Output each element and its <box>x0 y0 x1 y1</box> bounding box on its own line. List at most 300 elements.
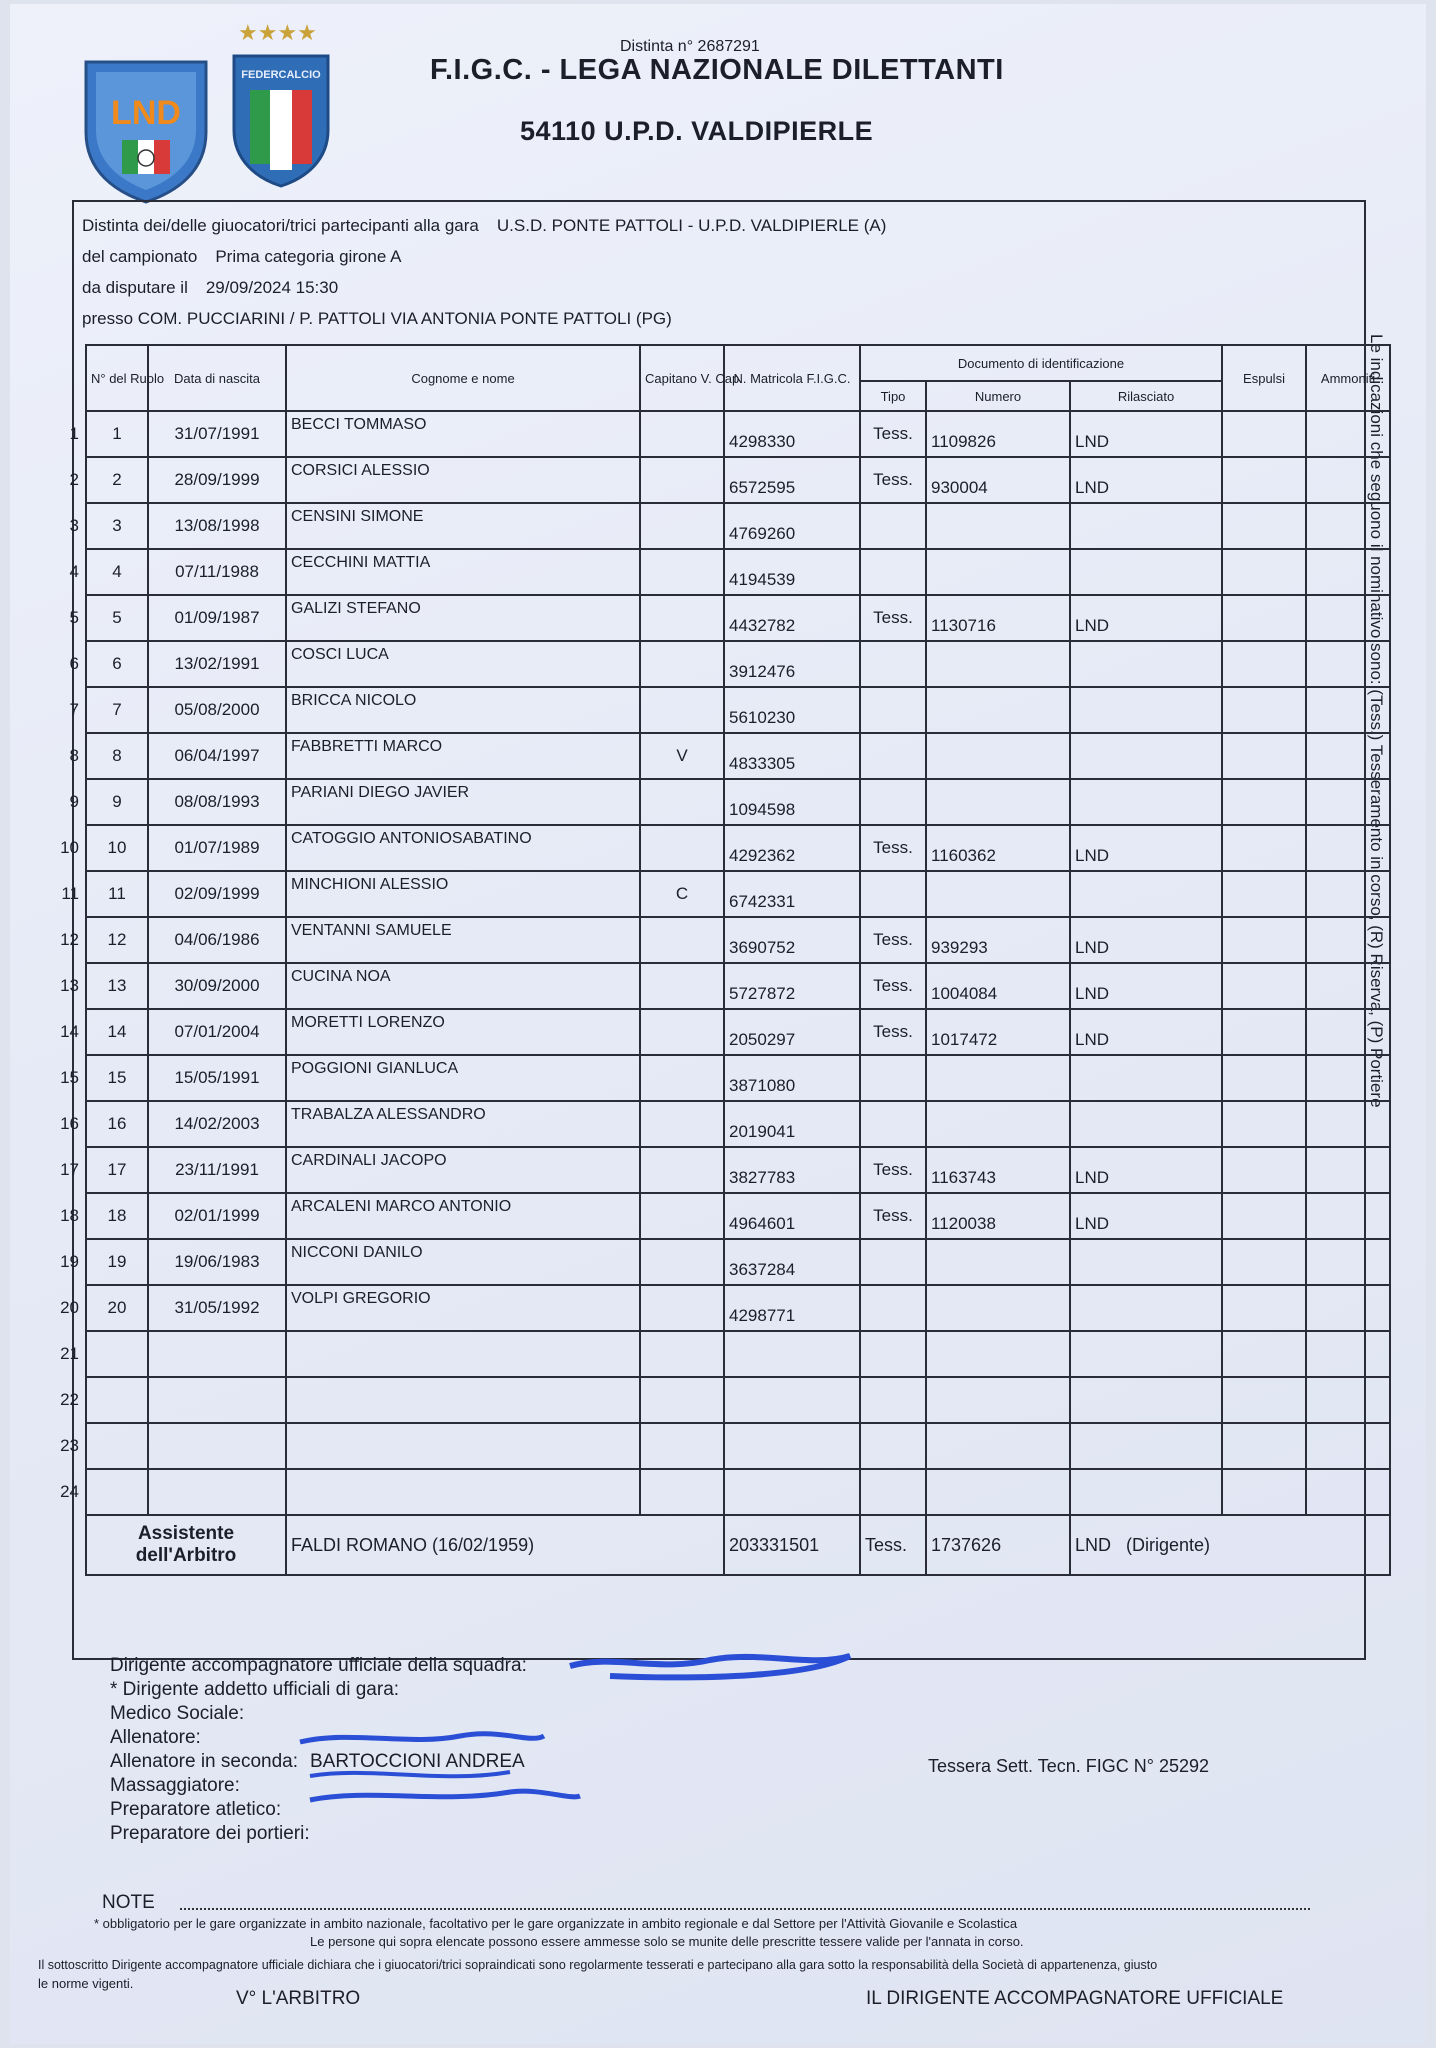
table-row <box>52 733 1390 779</box>
row-line-number: 2 <box>69 470 79 489</box>
expelled-cell <box>1222 595 1306 641</box>
expelled-cell <box>1222 1331 1306 1377</box>
doc-issuer-cell: LND <box>1070 595 1222 641</box>
ruolo-cell <box>86 1469 148 1515</box>
doc-issuer-cell <box>1070 1469 1222 1515</box>
table-row <box>52 825 1390 871</box>
doc-number-cell <box>926 1239 1070 1285</box>
col-documento: Documento di identificazione <box>860 345 1222 381</box>
row-line-number: 5 <box>69 608 79 627</box>
player-name-cell: CATOGGIO ANTONIOSABATINO <box>286 825 640 871</box>
captain-cell <box>640 687 724 733</box>
doc-number-cell <box>926 503 1070 549</box>
birthdate-cell: 28/09/1999 <box>148 457 286 503</box>
birthdate-cell: 30/09/2000 <box>148 963 286 1009</box>
matricola-cell <box>724 1469 860 1515</box>
ruolo-cell: 18 <box>86 1193 148 1239</box>
ruolo-cell: 10 <box>86 825 148 871</box>
captain-cell <box>640 917 724 963</box>
doc-number-cell <box>926 641 1070 687</box>
row-line-number: 21 <box>60 1344 79 1363</box>
row-line-number: 22 <box>60 1390 79 1409</box>
table-row <box>52 1239 1390 1285</box>
doc-issuer-cell <box>1070 779 1222 825</box>
birthdate-cell: 01/07/1989 <box>148 825 286 871</box>
assistant-numero: 1737626 <box>926 1515 1070 1575</box>
matricola-cell: 3690752 <box>724 917 860 963</box>
doc-issuer-cell <box>1070 641 1222 687</box>
table-row <box>52 1423 1390 1469</box>
player-name-cell <box>286 1469 640 1515</box>
row-line-number: 16 <box>60 1114 79 1133</box>
doc-number-cell <box>926 1423 1070 1469</box>
row-line-number: 19 <box>60 1252 79 1271</box>
matricola-cell: 3912476 <box>724 641 860 687</box>
row-line-number: 12 <box>60 930 79 949</box>
championship-label: del campionato <box>82 247 198 266</box>
fine-print-2: Le persone qui sopra elencate possono essere ammesse solo se munite delle prescritte tessere valide per l'annata in corso. <box>310 1934 1024 1949</box>
figc-logo <box>228 18 334 188</box>
ruolo-cell: 20 <box>86 1285 148 1331</box>
referee-signature-label: V° L'ARBITRO <box>236 1988 361 2009</box>
doc-type-cell <box>860 641 926 687</box>
official-preparatore-portieri: Preparatore dei portieri: <box>110 1823 310 1844</box>
player-name-cell: VOLPI GREGORIO <box>286 1285 640 1331</box>
birthdate-cell <box>148 1331 286 1377</box>
booked-cell <box>1306 871 1390 917</box>
expelled-cell <box>1222 1423 1306 1469</box>
captain-cell <box>640 1055 724 1101</box>
booked-cell <box>1306 1423 1390 1469</box>
ruolo-cell: 14 <box>86 1009 148 1055</box>
doc-number-cell <box>926 1377 1070 1423</box>
matricola-cell: 6572595 <box>724 457 860 503</box>
doc-type-cell <box>860 1377 926 1423</box>
captain-cell <box>640 595 724 641</box>
doc-number-cell <box>926 779 1070 825</box>
official-preparatore-atletico: Preparatore atletico: <box>110 1799 282 1820</box>
fine-print-3: Il sottoscritto Dirigente accompagnatore ufficiale dichiara che i giuocatori/trici sopraindicati sono regolarmente tesserati e partecipano alla gara sotto la responsabilità della Società di appartenenza, giusto <box>38 1958 1158 1972</box>
booked-cell <box>1306 549 1390 595</box>
assistant-name: FALDI ROMANO (16/02/1959) <box>286 1515 724 1575</box>
booked-cell <box>1306 411 1390 457</box>
birthdate-cell: 31/07/1991 <box>148 411 286 457</box>
expelled-cell <box>1222 1193 1306 1239</box>
table-row <box>52 917 1390 963</box>
row-line-number: 6 <box>69 654 79 673</box>
matricola-cell: 4298771 <box>724 1285 860 1331</box>
doc-type-cell <box>860 1423 926 1469</box>
ruolo-cell: 9 <box>86 779 148 825</box>
captain-cell <box>640 1469 724 1515</box>
ruolo-cell: 1 <box>86 411 148 457</box>
doc-issuer-cell <box>1070 733 1222 779</box>
matricola-cell: 4964601 <box>724 1193 860 1239</box>
date-label: da disputare il <box>82 278 188 297</box>
doc-number-cell: 1017472 <box>926 1009 1070 1055</box>
doc-issuer-cell: LND <box>1070 1147 1222 1193</box>
captain-cell: C <box>640 871 724 917</box>
booked-cell <box>1306 1331 1390 1377</box>
doc-issuer-cell: LND <box>1070 411 1222 457</box>
ruolo-cell: 3 <box>86 503 148 549</box>
expelled-cell <box>1222 411 1306 457</box>
expelled-cell <box>1222 1377 1306 1423</box>
ruolo-cell: 6 <box>86 641 148 687</box>
player-name-cell: CECCHINI MATTIA <box>286 549 640 595</box>
row-line-number: 4 <box>69 562 79 581</box>
expelled-cell <box>1222 687 1306 733</box>
booked-cell <box>1306 1285 1390 1331</box>
ruolo-cell <box>86 1423 148 1469</box>
assistant-label: Assistente dell'Arbitro <box>86 1515 286 1575</box>
row-line-number: 23 <box>60 1436 79 1455</box>
official-dirigente-addetto: * Dirigente addetto ufficiali di gara: <box>110 1679 400 1700</box>
expelled-cell <box>1222 549 1306 595</box>
official-allenatore-seconda: Allenatore in seconda: BARTOCCIONI ANDREA <box>110 1751 525 1772</box>
col-espulsi: Espulsi <box>1222 345 1306 411</box>
captain-cell <box>640 1377 724 1423</box>
player-name-cell: NICCONI DANILO <box>286 1239 640 1285</box>
ruolo-cell: 16 <box>86 1101 148 1147</box>
doc-type-cell: Tess. <box>860 963 926 1009</box>
doc-number-cell <box>926 1101 1070 1147</box>
matricola-cell: 3871080 <box>724 1055 860 1101</box>
doc-issuer-cell: LND <box>1070 917 1222 963</box>
doc-number-cell: 930004 <box>926 457 1070 503</box>
captain-cell <box>640 503 724 549</box>
col-tipo: Tipo <box>860 381 926 411</box>
booked-cell <box>1306 687 1390 733</box>
col-matricola: N. Matricola F.I.G.C. <box>724 345 860 411</box>
doc-type-cell: Tess. <box>860 825 926 871</box>
expelled-cell <box>1222 1147 1306 1193</box>
ruolo-cell: 5 <box>86 595 148 641</box>
birthdate-cell <box>148 1469 286 1515</box>
expelled-cell <box>1222 1009 1306 1055</box>
officials-block <box>110 1654 527 1846</box>
assistant-matricola: 203331501 <box>724 1515 860 1575</box>
expelled-cell <box>1222 1055 1306 1101</box>
ruolo-cell: 17 <box>86 1147 148 1193</box>
table-row <box>52 1055 1390 1101</box>
ruolo-cell: 7 <box>86 687 148 733</box>
doc-type-cell <box>860 871 926 917</box>
matricola-cell: 3827783 <box>724 1147 860 1193</box>
doc-issuer-cell <box>1070 1239 1222 1285</box>
match-info <box>82 210 886 334</box>
row-line-number: 24 <box>60 1482 79 1501</box>
booked-cell <box>1306 457 1390 503</box>
table-row <box>52 503 1390 549</box>
player-name-cell: CUCINA NOA <box>286 963 640 1009</box>
team-title: 54110 U.P.D. VALDIPIERLE <box>520 116 874 146</box>
doc-type-cell <box>860 1239 926 1285</box>
table-row <box>52 1147 1390 1193</box>
doc-type-cell <box>860 1101 926 1147</box>
table-row <box>52 1469 1390 1515</box>
col-nome: Cognome e nome <box>286 345 640 411</box>
booked-cell <box>1306 917 1390 963</box>
player-name-cell: BECCI TOMMASO <box>286 411 640 457</box>
match-teams: U.S.D. PONTE PATTOLI - U.P.D. VALDIPIERLE (A) <box>496 216 887 235</box>
doc-type-cell: Tess. <box>860 1147 926 1193</box>
player-name-cell: PARIANI DIEGO JAVIER <box>286 779 640 825</box>
doc-number-cell: 1163743 <box>926 1147 1070 1193</box>
matricola-cell <box>724 1423 860 1469</box>
row-line-number: 1 <box>69 424 79 443</box>
official-allenatore: Allenatore: <box>110 1727 201 1748</box>
assistant-row <box>52 1515 1390 1575</box>
captain-cell <box>640 1239 724 1285</box>
birthdate-cell: 15/05/1991 <box>148 1055 286 1101</box>
row-line-number: 13 <box>60 976 79 995</box>
matricola-cell: 1094598 <box>724 779 860 825</box>
row-line-number: 18 <box>60 1206 79 1225</box>
match-label: Distinta dei/delle giuocatori/trici partecipanti alla gara <box>82 216 479 235</box>
matricola-cell: 5727872 <box>724 963 860 1009</box>
booked-cell <box>1306 825 1390 871</box>
captain-cell <box>640 825 724 871</box>
doc-issuer-cell: LND <box>1070 963 1222 1009</box>
captain-cell <box>640 1101 724 1147</box>
expelled-cell <box>1222 733 1306 779</box>
table-row <box>52 595 1390 641</box>
distinta-number: Distinta n° 2687291 <box>620 38 760 55</box>
ruolo-cell: 8 <box>86 733 148 779</box>
row-line-number: 3 <box>69 516 79 535</box>
doc-number-cell: 1109826 <box>926 411 1070 457</box>
doc-issuer-cell <box>1070 1331 1222 1377</box>
table-row <box>52 1377 1390 1423</box>
doc-issuer-cell <box>1070 549 1222 595</box>
row-line-number: 8 <box>69 746 79 765</box>
matricola-cell: 4833305 <box>724 733 860 779</box>
figc-logo-text: FEDERCALCIO <box>241 69 321 81</box>
doc-type-cell <box>860 687 926 733</box>
ruolo-cell: 2 <box>86 457 148 503</box>
table-row <box>52 1193 1390 1239</box>
captain-cell <box>640 641 724 687</box>
doc-number-cell: 1004084 <box>926 963 1070 1009</box>
doc-type-cell <box>860 549 926 595</box>
birthdate-cell <box>148 1423 286 1469</box>
expelled-cell <box>1222 779 1306 825</box>
booked-cell <box>1306 963 1390 1009</box>
svg-text:★★★★: ★★★★ <box>238 21 317 46</box>
birthdate-cell: 06/04/1997 <box>148 733 286 779</box>
doc-type-cell: Tess. <box>860 595 926 641</box>
birthdate-cell: 07/01/2004 <box>148 1009 286 1055</box>
official-massaggiatore: Massaggiatore: <box>110 1775 240 1796</box>
doc-number-cell <box>926 733 1070 779</box>
matricola-cell: 4769260 <box>724 503 860 549</box>
doc-type-cell: Tess. <box>860 917 926 963</box>
player-name-cell: COSCI LUCA <box>286 641 640 687</box>
doc-type-cell: Tess. <box>860 1193 926 1239</box>
captain-cell: V <box>640 733 724 779</box>
matricola-cell: 4292362 <box>724 825 860 871</box>
expelled-cell <box>1222 917 1306 963</box>
doc-type-cell: Tess. <box>860 411 926 457</box>
doc-issuer-cell <box>1070 1101 1222 1147</box>
doc-type-cell <box>860 503 926 549</box>
player-name-cell: ARCALENI MARCO ANTONIO <box>286 1193 640 1239</box>
doc-number-cell: 939293 <box>926 917 1070 963</box>
booked-cell <box>1306 779 1390 825</box>
booked-cell <box>1306 1377 1390 1423</box>
championship-value: Prima categoria girone A <box>215 247 402 266</box>
birthdate-cell: 19/06/1983 <box>148 1239 286 1285</box>
table-row <box>52 549 1390 595</box>
ruolo-cell: 19 <box>86 1239 148 1285</box>
ruolo-cell: 13 <box>86 963 148 1009</box>
form-sheet <box>10 4 1426 2044</box>
table-row <box>52 1101 1390 1147</box>
birthdate-cell: 02/01/1999 <box>148 1193 286 1239</box>
captain-cell <box>640 963 724 1009</box>
assistant-tipo: Tess. <box>860 1515 926 1575</box>
birthdate-cell: 05/08/2000 <box>148 687 286 733</box>
col-rilasciato: Rilasciato <box>1070 381 1222 411</box>
table-row <box>52 871 1390 917</box>
doc-number-cell <box>926 1469 1070 1515</box>
ruolo-cell <box>86 1331 148 1377</box>
captain-cell <box>640 1009 724 1055</box>
birthdate-cell: 13/02/1991 <box>148 641 286 687</box>
doc-number-cell <box>926 1055 1070 1101</box>
doc-issuer-cell <box>1070 1285 1222 1331</box>
doc-issuer-cell: LND <box>1070 1193 1222 1239</box>
fine-print-4: le norme vigenti. <box>38 1976 134 1991</box>
ruolo-cell: 15 <box>86 1055 148 1101</box>
doc-number-cell <box>926 549 1070 595</box>
doc-issuer-cell <box>1070 1377 1222 1423</box>
captain-cell <box>640 549 724 595</box>
player-name-cell: BRICCA NICOLO <box>286 687 640 733</box>
doc-issuer-cell: LND <box>1070 457 1222 503</box>
official-medico: Medico Sociale: <box>110 1703 245 1724</box>
player-name-cell: TRABALZA ALESSANDRO <box>286 1101 640 1147</box>
player-name-cell: MINCHIONI ALESSIO <box>286 871 640 917</box>
lnd-logo-text: LND <box>111 94 181 132</box>
birthdate-cell: 08/08/1993 <box>148 779 286 825</box>
matricola-cell: 3637284 <box>724 1239 860 1285</box>
venue: presso COM. PUCCIARINI / P. PATTOLI VIA ANTONIA PONTE PATTOLI (PG) <box>82 309 672 328</box>
allenatore-seconda-value: BARTOCCIONI ANDREA <box>310 1751 525 1772</box>
expelled-cell <box>1222 1239 1306 1285</box>
booked-cell <box>1306 1193 1390 1239</box>
expelled-cell <box>1222 963 1306 1009</box>
doc-type-cell <box>860 1285 926 1331</box>
expelled-cell <box>1222 503 1306 549</box>
row-line-number: 10 <box>60 838 79 857</box>
birthdate-cell: 07/11/1988 <box>148 549 286 595</box>
birthdate-cell: 04/06/1986 <box>148 917 286 963</box>
date-value: 29/09/2024 15:30 <box>205 278 339 297</box>
ruolo-cell: 4 <box>86 549 148 595</box>
doc-type-cell <box>860 733 926 779</box>
doc-issuer-cell: LND <box>1070 825 1222 871</box>
doc-issuer-cell: LND <box>1070 1009 1222 1055</box>
booked-cell <box>1306 503 1390 549</box>
matricola-cell: 4432782 <box>724 595 860 641</box>
booked-cell <box>1306 1055 1390 1101</box>
doc-type-cell <box>860 1055 926 1101</box>
table-row <box>52 687 1390 733</box>
doc-issuer-cell <box>1070 1423 1222 1469</box>
official-dirigente-accompagnatore: Dirigente accompagnatore ufficiale della squadra: <box>110 1655 527 1676</box>
roster-table <box>52 344 1391 1576</box>
col-capitano: Capitano V. Cap. <box>640 345 724 411</box>
matricola-cell: 4298330 <box>724 411 860 457</box>
table-row <box>52 963 1390 1009</box>
row-line-number: 15 <box>60 1068 79 1087</box>
doc-number-cell <box>926 687 1070 733</box>
tessera-settore-tecnico: Tessera Sett. Tecn. FIGC N° 25292 <box>928 1756 1209 1776</box>
expelled-cell <box>1222 1101 1306 1147</box>
doc-number-cell: 1120038 <box>926 1193 1070 1239</box>
table-row <box>52 457 1390 503</box>
player-name-cell <box>286 1423 640 1469</box>
col-numero: Numero <box>926 381 1070 411</box>
ruolo-cell: 12 <box>86 917 148 963</box>
booked-cell <box>1306 641 1390 687</box>
doc-type-cell <box>860 779 926 825</box>
birthdate-cell: 14/02/2003 <box>148 1101 286 1147</box>
doc-number-cell <box>926 871 1070 917</box>
booked-cell <box>1306 1147 1390 1193</box>
note-label: NOTE <box>102 1892 155 1913</box>
captain-cell <box>640 457 724 503</box>
assistant-rilasciato: LND (Dirigente) <box>1070 1515 1390 1575</box>
matricola-cell <box>724 1377 860 1423</box>
matricola-cell: 4194539 <box>724 549 860 595</box>
player-name-cell: VENTANNI SAMUELE <box>286 917 640 963</box>
captain-cell <box>640 1193 724 1239</box>
row-line-number: 17 <box>60 1160 79 1179</box>
doc-issuer-cell <box>1070 503 1222 549</box>
doc-issuer-cell <box>1070 871 1222 917</box>
fine-print-1: * obbligatorio per le gare organizzate in ambito nazionale, facoltativo per le gare organizzate in ambito regionale e dal Settore per l'Attività Giovanile e Scolastica <box>94 1916 1018 1931</box>
birthdate-cell: 01/09/1987 <box>148 595 286 641</box>
row-line-number: 7 <box>69 700 79 719</box>
expelled-cell <box>1222 457 1306 503</box>
col-nascita: Data di nascita <box>148 345 286 411</box>
matricola-cell: 6742331 <box>724 871 860 917</box>
birthdate-cell: 02/09/1999 <box>148 871 286 917</box>
player-name-cell <box>286 1377 640 1423</box>
doc-type-cell <box>860 1469 926 1515</box>
birthdate-cell: 31/05/1992 <box>148 1285 286 1331</box>
doc-type-cell: Tess. <box>860 457 926 503</box>
birthdate-cell <box>148 1377 286 1423</box>
table-row <box>52 1009 1390 1055</box>
doc-issuer-cell <box>1070 687 1222 733</box>
booked-cell <box>1306 1101 1390 1147</box>
player-name-cell: FABBRETTI MARCO <box>286 733 640 779</box>
matricola-cell: 5610230 <box>724 687 860 733</box>
expelled-cell <box>1222 1469 1306 1515</box>
booked-cell <box>1306 1009 1390 1055</box>
table-row <box>52 1331 1390 1377</box>
table-row <box>52 641 1390 687</box>
booked-cell <box>1306 1239 1390 1285</box>
doc-number-cell: 1130716 <box>926 595 1070 641</box>
doc-type-cell: Tess. <box>860 1009 926 1055</box>
row-line-number: 9 <box>69 792 79 811</box>
booked-cell <box>1306 1469 1390 1515</box>
